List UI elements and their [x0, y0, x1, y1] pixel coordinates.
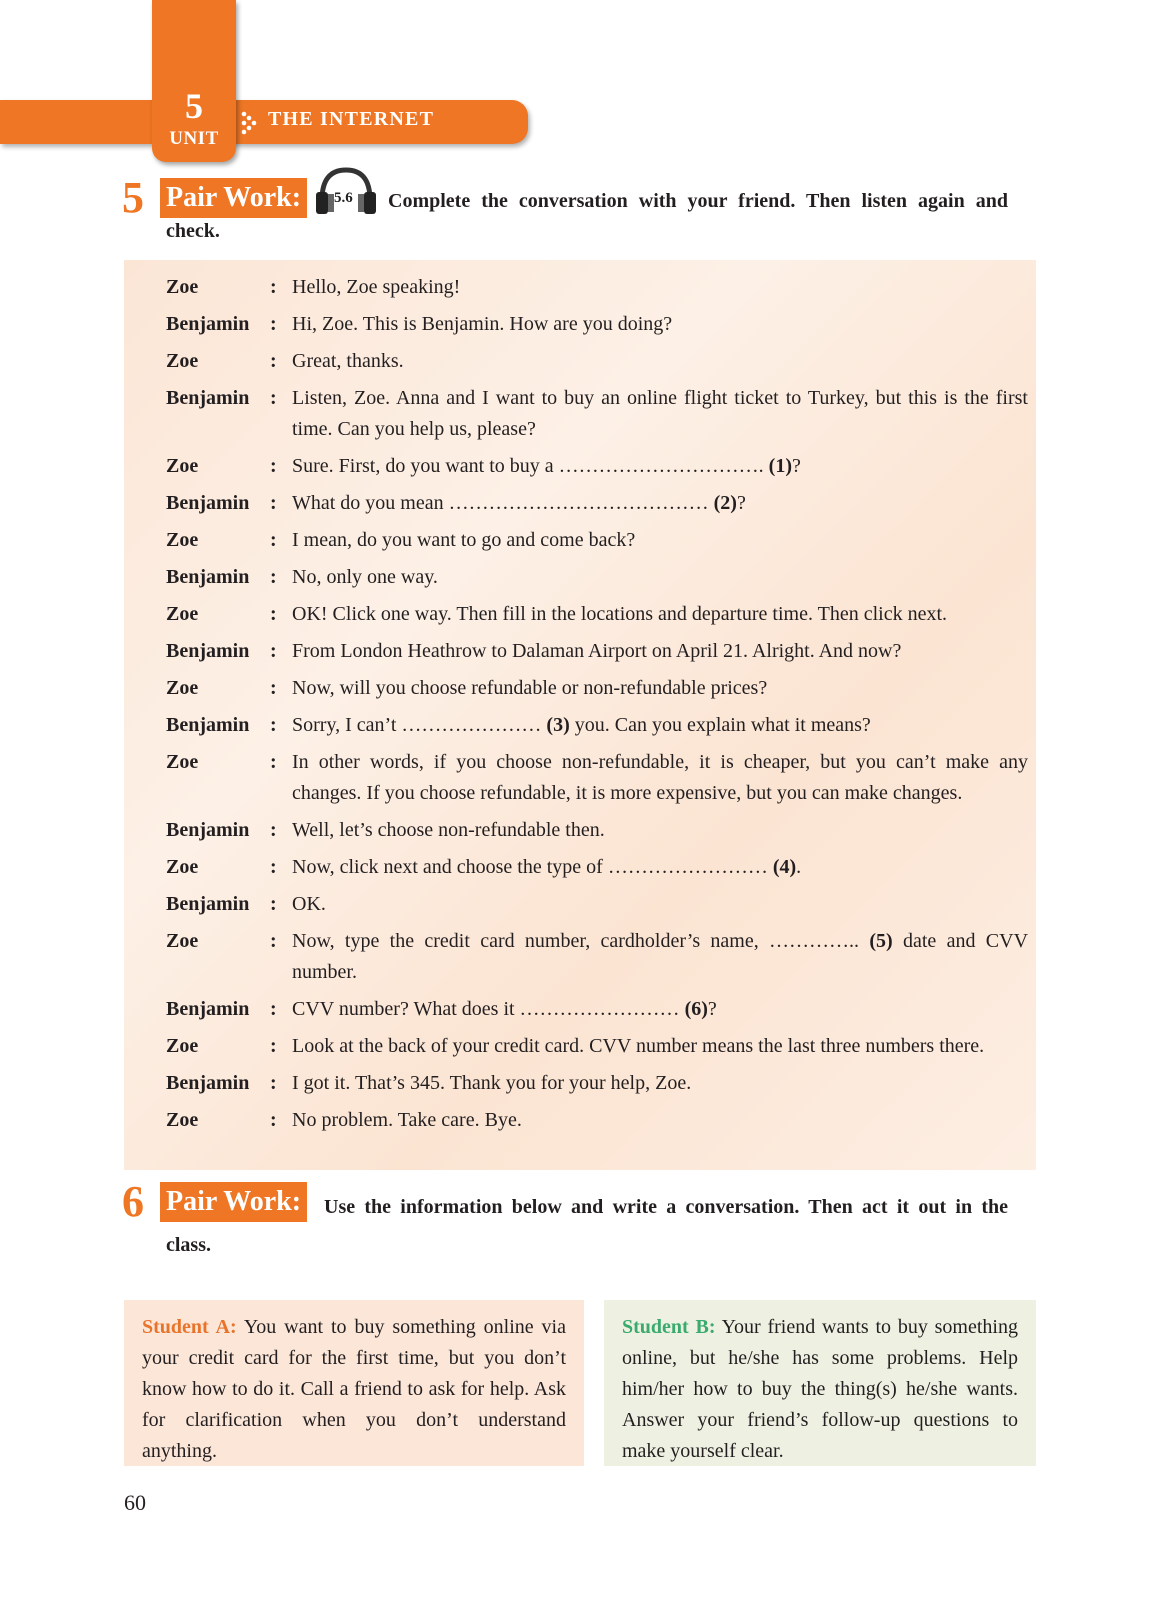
dialog-text-before-blank: CVV number? What does it ……………………	[292, 998, 680, 1020]
dialog-text	[292, 852, 1028, 883]
section-6-number: 6	[122, 1177, 144, 1226]
dialog-text: I mean, do you want to go and come back?	[292, 529, 636, 551]
dialog-colon: :	[270, 1035, 277, 1057]
dialog-text: OK! Click one way. Then fill in the locations and departure time. Then click next.	[292, 603, 947, 625]
dialog-colon: :	[270, 566, 277, 588]
dialog-text-before-blank: Now, click next and choose the type of ……………………	[292, 856, 768, 878]
dialog-text-after-blank: you. Can you explain what it means?	[574, 714, 871, 736]
dialog-speaker: Zoe	[166, 856, 199, 878]
dialog-speaker: Benjamin	[166, 893, 250, 915]
dialog-speaker: Zoe	[166, 930, 199, 952]
dialog-line	[166, 926, 1028, 988]
dialog-speaker: Zoe	[166, 350, 199, 372]
student-a-label: Student A:	[142, 1316, 237, 1338]
dialog-colon: :	[270, 998, 277, 1020]
dialog-text: Look at the back of your credit card. CVV number means the last three numbers there.	[292, 1035, 985, 1057]
dialog-text: Hello, Zoe speaking!	[292, 276, 461, 298]
dialog-colon: :	[270, 1109, 277, 1131]
dialog-colon: :	[270, 529, 277, 551]
dialog-colon: :	[270, 819, 277, 841]
student-a-text: You want to buy something online via your credit card for the first time, but you don’t know how to do it. Call a friend to ask for help. Ask for clarification when you don’t understand anything.	[142, 1316, 566, 1462]
dialog-speaker: Benjamin	[166, 640, 250, 662]
dialog-text: No, only one way.	[292, 566, 438, 588]
dialog-line	[166, 346, 1028, 377]
dialog-line	[166, 383, 1028, 445]
dialog-speaker: Benjamin	[166, 387, 250, 409]
unit-title: THE INTERNET	[268, 108, 435, 130]
dialog-colon: :	[270, 677, 277, 699]
dialog-colon: :	[270, 893, 277, 915]
dialog-text	[292, 710, 1028, 741]
dialog-speaker: Benjamin	[166, 819, 250, 841]
dialog-speaker: Zoe	[166, 1035, 199, 1057]
section-6-instruction: Use the information below and write a conversation. Then act it out in the	[324, 1196, 1008, 1218]
section-5-instruction-cont: check.	[166, 220, 220, 242]
conversation	[166, 272, 1028, 1142]
dialog-speaker: Zoe	[166, 677, 199, 699]
blank-number: (3)	[546, 714, 570, 736]
blank-number: (6)	[684, 998, 708, 1020]
student-b-label: Student B:	[622, 1316, 716, 1338]
unit-band	[0, 100, 528, 144]
section-6-label: Pair Work:	[160, 1182, 307, 1222]
dialog-text: Great, thanks.	[292, 350, 404, 372]
dialog-text-after-blank: .	[796, 856, 802, 878]
dialog-text	[292, 994, 1028, 1025]
dialog-line	[166, 889, 1028, 920]
dialog-line	[166, 1068, 1028, 1099]
dialog-text	[292, 451, 1028, 482]
dialog-line	[166, 1031, 1028, 1062]
unit-word: UNIT	[169, 128, 219, 149]
dialog-colon: :	[270, 350, 277, 372]
blank-number: (1)	[768, 455, 792, 477]
dialog-text-before-blank: Sure. First, do you want to buy a ………………………….	[292, 455, 764, 477]
dialog-speaker: Zoe	[166, 276, 199, 298]
dialog-text-before-blank: What do you mean …………………………………	[292, 492, 709, 514]
dialog-colon: :	[270, 1072, 277, 1094]
dialog-text-before-blank: Now, type the credit card number, cardholder’s name, …………..	[292, 930, 860, 952]
blank-number: (4)	[772, 856, 797, 878]
dialog-speaker: Benjamin	[166, 492, 250, 514]
blank-number: (5)	[869, 930, 893, 952]
student-a-box	[124, 1300, 584, 1466]
dialog-colon: :	[270, 276, 277, 298]
dialog-text: Now, will you choose refundable or non-refundable prices?	[292, 677, 768, 699]
dialog-speaker: Benjamin	[166, 566, 250, 588]
dialog-speaker: Zoe	[166, 455, 199, 477]
dialog-line	[166, 488, 1028, 519]
dialog-colon: :	[270, 455, 277, 477]
dialog-colon: :	[270, 492, 277, 514]
section-5-number: 5	[122, 173, 144, 222]
dialog-speaker: Zoe	[166, 529, 199, 551]
dialog-line	[166, 599, 1028, 630]
dialog-line	[166, 272, 1028, 303]
dialog-line	[166, 815, 1028, 846]
dialog-colon: :	[270, 751, 277, 773]
dialog-speaker: Benjamin	[166, 1072, 250, 1094]
dialog-line	[166, 451, 1028, 482]
headphones-icon[interactable]	[314, 166, 378, 216]
student-b-text: Your friend wants to buy something online, but he/she has some problems. Help him/her how to buy the thing(s) he/she wants. Answer your friend’s follow-up questions to make yourself clear.	[622, 1316, 1018, 1462]
dialog-speaker: Zoe	[166, 603, 199, 625]
dialog-text: I got it. That’s 345. Thank you for your help, Zoe.	[292, 1072, 692, 1094]
student-b-box	[604, 1300, 1036, 1466]
dialog-colon: :	[270, 603, 277, 625]
dialog-line	[166, 710, 1028, 741]
dialog-line	[166, 852, 1028, 883]
dialog-line	[166, 673, 1028, 704]
dialog-text-after-blank: ?	[707, 998, 717, 1020]
dotted-arrow-icon	[240, 110, 260, 136]
dialog-colon: :	[270, 313, 277, 335]
dialog-line	[166, 562, 1028, 593]
dialog-colon: :	[270, 640, 277, 662]
unit-number: 5	[185, 86, 203, 126]
blank-number: (2)	[713, 492, 737, 514]
dialog-text: OK.	[292, 893, 326, 915]
section-5-label: Pair Work:	[160, 178, 307, 218]
dialog-text-after-blank: ?	[791, 455, 801, 477]
unit-tab	[152, 0, 236, 162]
dialog-text-after-blank: date and CVV number.	[292, 930, 1029, 983]
dialog-text	[292, 488, 1028, 519]
dialog-text-after-blank: ?	[736, 492, 746, 514]
dialog-line	[166, 525, 1028, 556]
dialog-line	[166, 747, 1028, 809]
dialog-speaker: Benjamin	[166, 714, 250, 736]
dialog-line	[166, 309, 1028, 340]
dialog-text: From London Heathrow to Dalaman Airport on April 21. Alright. And now?	[292, 640, 902, 662]
dialog-line	[166, 1105, 1028, 1136]
section-5-instruction: Complete the conversation with your friend. Then listen again and	[388, 190, 1008, 212]
dialog-text: Well, let’s choose non-refundable then.	[292, 819, 605, 841]
dialog-colon: :	[270, 714, 277, 736]
page-number: 60	[124, 1490, 146, 1515]
dialog-text: Hi, Zoe. This is Benjamin. How are you doing?	[292, 313, 673, 335]
dialog-colon: :	[270, 387, 277, 409]
dialog-line	[166, 636, 1028, 667]
dialog-speaker: Zoe	[166, 751, 199, 773]
dialog-text-before-blank: Sorry, I can’t …………………	[292, 714, 542, 736]
dialog-speaker: Zoe	[166, 1109, 199, 1131]
section-6-instruction-cont: class.	[166, 1234, 211, 1256]
dialog-text: Listen, Zoe. Anna and I want to buy an online flight ticket to Turkey, but this is the first time. Can you help us, please?	[292, 387, 1028, 440]
dialog-colon: :	[270, 856, 277, 878]
dialog-text	[292, 926, 1028, 988]
dialog-text: No problem. Take care. Bye.	[292, 1109, 522, 1131]
dialog-colon: :	[270, 930, 277, 952]
dialog-line	[166, 994, 1028, 1025]
dialog-speaker: Benjamin	[166, 998, 250, 1020]
dialog-speaker: Benjamin	[166, 313, 250, 335]
dialog-text: In other words, if you choose non-refundable, it is cheaper, but you can’t make any changes. If you choose refundable, it is more expensive, but you can make changes.	[292, 751, 1028, 804]
audio-track-number: 5.6	[334, 190, 353, 206]
